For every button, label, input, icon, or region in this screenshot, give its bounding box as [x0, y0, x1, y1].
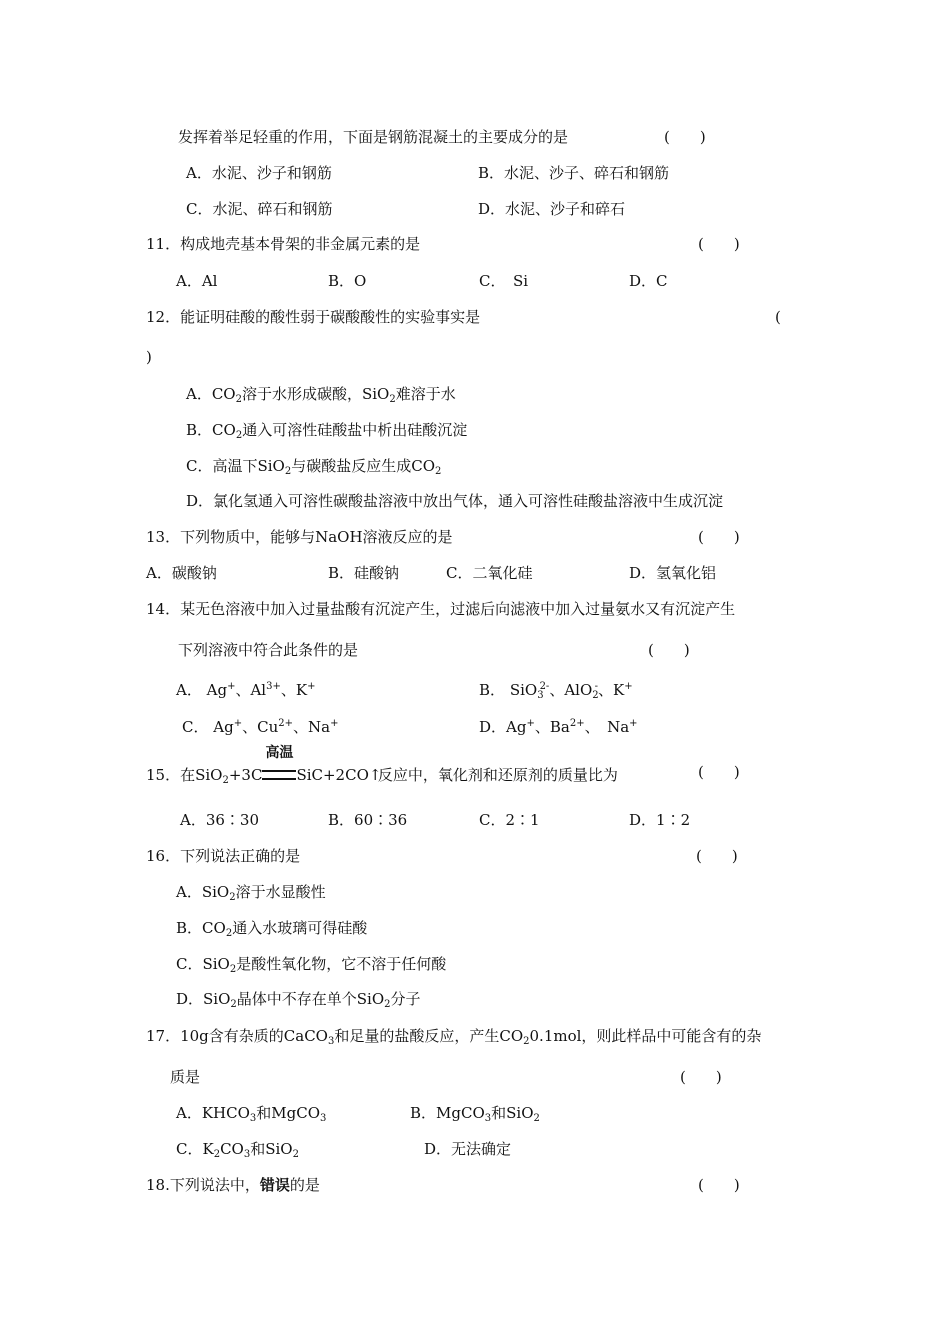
subscript: 2 — [592, 690, 599, 701]
reaction-condition-arrow — [262, 745, 296, 780]
superscript: 2+ — [569, 718, 585, 729]
q16-a-pre: A．SiO — [176, 883, 230, 901]
q13-option-a: A．碳酸钠 — [146, 564, 217, 582]
subscript: 2 — [292, 1149, 299, 1160]
q14-a-label: A． — [176, 681, 202, 699]
superscript: - — [594, 681, 599, 692]
subscript: 2 — [523, 1036, 530, 1047]
q13-stem: 13．下列物质中，能够与NaOH溶液反应的是 — [146, 528, 453, 546]
q15-option-c: C．2∶1 — [479, 811, 540, 829]
q12-paren-open: ( — [775, 308, 781, 326]
q14-d-ag: Ag — [506, 718, 527, 736]
q15-stem-end: 反应中，氧化剂和还原剂的质量比为 — [377, 766, 618, 784]
q16-option-d — [176, 989, 421, 1015]
q14-d-ba: 、Ba — [534, 718, 570, 736]
subscript: 2 — [230, 999, 237, 1010]
q15-stem-post: SiC+2CO — [296, 766, 369, 784]
q16-d-mid: 晶体中不存在单个SiO — [236, 990, 385, 1008]
q13-option-b: B．硅酸钠 — [328, 564, 400, 582]
q17-a-pre: A．KHCO — [176, 1104, 250, 1122]
q15-option-a: A．36∶30 — [180, 811, 260, 829]
q16-stem: 16．下列说法正确的是 — [146, 847, 301, 865]
q15-option-d: D．1∶2 — [629, 811, 691, 829]
superscript: + — [233, 718, 243, 729]
subscript: 2 — [229, 964, 237, 975]
q12-option-c — [186, 456, 441, 482]
q16-option-c — [176, 954, 446, 980]
q14-option-a — [176, 677, 315, 700]
q16-c-post: 是酸性氧化物，它不溶于任何酸 — [236, 955, 447, 973]
q14-option-d — [479, 714, 638, 737]
q11-stem: 11．构成地壳基本骨架的非金属元素的是 — [146, 235, 421, 253]
q18-stem — [146, 1175, 320, 1195]
subscript: 2 — [384, 999, 391, 1010]
q16-d-post: 分子 — [390, 990, 421, 1008]
q11-option-d: D．C — [629, 272, 668, 290]
subscript: 2 — [389, 394, 396, 405]
superscript: + — [629, 718, 638, 729]
q10-option-d: D．水泥、沙子和碎石 — [478, 200, 626, 218]
q12-stem: 12．能证明硅酸的酸性弱于碳酸酸性的实验事实是 — [146, 308, 481, 326]
q11-option-c: C． Si — [479, 272, 529, 290]
subscript: 3 — [243, 1149, 251, 1160]
q14-option-b — [479, 677, 633, 706]
q17-stem-line2: 质是 — [170, 1068, 201, 1086]
q14-stem-line1: 14．某无色溶液中加入过量盐酸有沉淀产生，过滤后向滤液中加入过量氨水又有沉淀产生 — [146, 600, 736, 618]
q17-b-pre: B．MgCO — [410, 1104, 485, 1122]
q12-c-pre: C．高温下SiO — [186, 457, 285, 475]
q13-option-d: D．氢氧化铝 — [629, 564, 717, 582]
subscript: 2 — [229, 892, 236, 903]
superscript: + — [227, 681, 236, 692]
q14-a-al: 、Al — [235, 681, 267, 699]
q11-answer-paren: ( ) — [698, 235, 740, 253]
q14-a-ag: Ag — [206, 681, 228, 699]
q14-option-c — [182, 714, 338, 737]
q16-b-post: 通入水玻璃可得硅酸 — [232, 919, 368, 937]
q14-c-na: 、Na — [292, 718, 331, 736]
q17-stem-line1 — [146, 1026, 761, 1052]
q17-answer-paren: ( ) — [680, 1068, 722, 1086]
subscript: 2 — [225, 928, 233, 939]
q14-d-label: D． — [479, 718, 507, 736]
superscript: + — [526, 718, 535, 729]
q11-option-a: A．Al — [176, 272, 218, 290]
q14-a-k: 、K — [280, 681, 308, 699]
equal-sign-icon — [262, 770, 296, 780]
q15-stem — [146, 745, 618, 791]
q17-c-pre: C．K — [176, 1140, 214, 1158]
q12-a-mid: 溶于水形成碳酸，SiO — [241, 385, 390, 403]
q16-a-post: 溶于水显酸性 — [235, 883, 326, 901]
q12-option-a — [186, 384, 456, 410]
q16-c-pre: C．SiO — [176, 955, 230, 973]
reaction-condition: 高温 — [265, 745, 294, 761]
q14-stem-line2: 下列溶液中符合此条件的是 — [178, 641, 359, 659]
q14-b-k: 、K — [598, 681, 625, 699]
q15-option-b: B．60∶36 — [328, 811, 408, 829]
q10-answer-paren: ( ) — [664, 128, 706, 146]
subscript: 3 — [537, 690, 544, 701]
superscript: + — [307, 681, 316, 692]
q14-d-na: 、 Na — [584, 718, 630, 736]
q13-answer-paren: ( ) — [698, 528, 740, 546]
subscript: 3 — [249, 1113, 257, 1124]
q12-a-post: 难溶于水 — [395, 385, 456, 403]
subscript: 2 — [235, 394, 242, 405]
q14-c-label: C． — [182, 718, 209, 736]
subscript: 2 — [235, 430, 243, 441]
q12-paren-close: ) — [146, 348, 152, 366]
q14-answer-paren: ( ) — [648, 641, 690, 659]
q16-option-a — [176, 882, 326, 908]
subscript: 3 — [320, 1113, 327, 1124]
q16-option-b — [176, 918, 367, 944]
gas-arrow-icon: ↑ — [368, 766, 382, 784]
q10-option-c: C．水泥、碎石和钢筋 — [186, 200, 333, 218]
q14-c-cu: 、Cu — [242, 718, 279, 736]
q17-stem-pre: 17．10g含有杂质的CaCO — [146, 1027, 328, 1045]
subscript: 3 — [484, 1113, 492, 1124]
superscript: + — [330, 718, 339, 729]
q17-c-mid: CO — [220, 1140, 244, 1158]
q18-stem-post: 的是 — [289, 1176, 320, 1194]
q17-option-d: D．无法确定 — [424, 1140, 512, 1158]
q14-b-alo: 、AlO — [549, 681, 593, 699]
q18-stem-pre: 18.下列说法中， — [146, 1176, 260, 1194]
q18-answer-paren: ( ) — [698, 1176, 740, 1194]
q16-d-pre: D．SiO — [176, 990, 231, 1008]
superscript: 3+ — [266, 681, 281, 692]
q17-a-mid: 和MgCO — [256, 1104, 321, 1122]
q18-stem-emphasis: 错误 — [259, 1176, 290, 1194]
q17-stem-mid: 和足量的盐酸反应，产生CO — [334, 1027, 524, 1045]
subscript: 3 — [327, 1036, 335, 1047]
q14-b-label: B． — [479, 681, 506, 699]
q12-a-pre: A．CO — [186, 385, 236, 403]
q10-option-a: A．水泥、沙子和钢筋 — [186, 164, 332, 182]
q17-option-c — [176, 1139, 299, 1165]
superscript: + — [624, 681, 633, 692]
q15-stem-c: +3C — [228, 766, 263, 784]
subscript: 2 — [533, 1113, 540, 1124]
subscript: 2 — [284, 466, 292, 477]
q14-b-si: SiO — [509, 681, 538, 699]
q10-stem: 发挥着举足轻重的作用，下面是钢筋混凝土的主要成分的是 — [178, 128, 569, 146]
superscript: 2+ — [278, 718, 293, 729]
q16-answer-paren: ( ) — [696, 847, 738, 865]
subscript: 2 — [213, 1149, 221, 1160]
q17-stem-post: 0.1mol，则此样品中可能含有的杂 — [529, 1027, 762, 1045]
q12-option-d: D．氯化氢通入可溶性碳酸盐溶液中放出气体，通入可溶性硅酸盐溶液中生成沉淀 — [186, 492, 724, 510]
q10-option-b: B．水泥、沙子、碎石和钢筋 — [478, 164, 670, 182]
q13-option-c: C．二氧化硅 — [446, 564, 533, 582]
subscript: 2 — [435, 466, 442, 477]
superscript: 2- — [539, 681, 550, 692]
q16-b-pre: B．CO — [176, 919, 226, 937]
q12-b-pre: B．CO — [186, 421, 236, 439]
q12-b-post: 通入可溶性硅酸盐中析出硅酸沉淀 — [242, 421, 468, 439]
q11-option-b: B．O — [328, 272, 367, 290]
q17-b-post: 和SiO — [491, 1104, 534, 1122]
q15-stem-pre: 15．在SiO — [146, 766, 223, 784]
q17-option-a — [176, 1103, 326, 1129]
q15-answer-paren: ( ) — [698, 763, 740, 781]
q17-option-b — [410, 1103, 540, 1129]
q12-c-mid: 与碳酸盐反应生成CO — [291, 457, 436, 475]
q12-option-b — [186, 420, 467, 446]
q17-c-post: 和SiO — [250, 1140, 293, 1158]
q14-c-ag: Ag — [213, 718, 234, 736]
subscript: 2 — [222, 775, 229, 786]
